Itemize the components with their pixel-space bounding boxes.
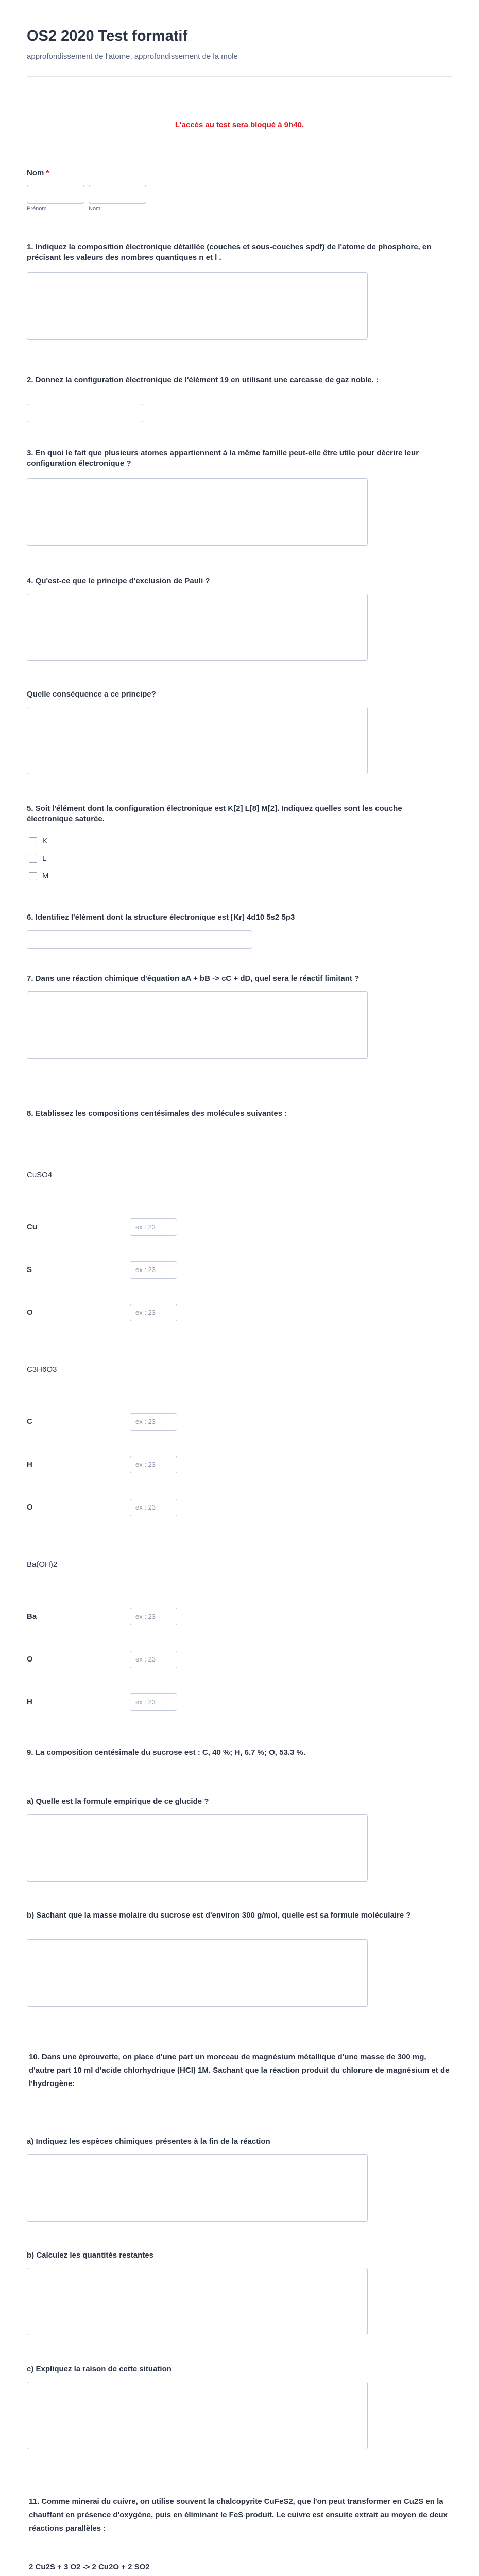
element-label-ba: Ba — [27, 1612, 37, 1621]
question-8-label: 8. Etablissez les compositions centésimales des molécules suivantes : — [27, 1109, 287, 1118]
formula-cuso4: CuSO4 — [27, 1171, 53, 1179]
question-10c-textarea[interactable] — [27, 2382, 368, 2449]
checkbox-m-label: M — [42, 872, 49, 880]
question-7-label: 7. Dans une réaction chimique d'équation aA + bB -> cC + dD, quel sera le réactif limitant ? — [27, 974, 360, 983]
checkbox-k-label: K — [42, 837, 48, 845]
first-name-sublabel: Prénom — [27, 206, 47, 212]
question-11-equation-1: 2 Cu2S + 3 O2 -> 2 Cu2O + 2 SO2 — [29, 2563, 150, 2571]
question-10b-textarea[interactable] — [27, 2268, 368, 2335]
last-name-input[interactable] — [89, 185, 146, 204]
element-label-h-1: H — [27, 1460, 32, 1469]
element-label-s: S — [27, 1265, 32, 1274]
last-name-sublabel: Nom — [89, 206, 101, 212]
checkbox-k[interactable] — [29, 837, 37, 845]
element-label-o-3: O — [27, 1655, 33, 1664]
question-1-label: 1. Indiquez la composition électronique détaillée (couches et sous-couches spdf) de l'atome de phosphore, en précisant les valeurs des nombres quantiques n et l . — [27, 243, 432, 262]
question-4-textarea[interactable] — [27, 594, 368, 661]
element-label-h-2: H — [27, 1698, 32, 1706]
element-label-o-1: O — [27, 1308, 33, 1317]
header-divider — [27, 76, 452, 77]
checkbox-l[interactable] — [29, 855, 37, 863]
number-input-h-2[interactable]: ex : 23 — [130, 1693, 177, 1711]
number-input-s[interactable]: ex : 23 — [130, 1261, 177, 1279]
question-9b-textarea[interactable] — [27, 1939, 368, 2007]
checkbox-l-label: L — [42, 854, 47, 863]
number-input-o-3[interactable]: ex : 23 — [130, 1651, 177, 1668]
number-input-h-1[interactable]: ex : 23 — [130, 1456, 177, 1473]
question-10a-label: a) Indiquez les espèces chimiques présentes à la fin de la réaction — [27, 2137, 270, 2146]
formula-baoh2: Ba(OH)2 — [27, 1560, 58, 1569]
first-name-input[interactable] — [27, 185, 84, 204]
number-input-c[interactable]: ex : 23 — [130, 1413, 177, 1431]
question-4b-textarea[interactable] — [27, 707, 368, 774]
name-label — [27, 168, 449, 178]
question-10c-label: c) Expliquez la raison de cette situation — [27, 2365, 172, 2374]
element-label-o-2: O — [27, 1503, 33, 1512]
question-3-label: 3. En quoi le fait que plusieurs atomes appartiennent à la même famille peut-elle être utile pour décrire leur configuration électronique ? — [27, 449, 419, 468]
formula-c3h6o3: C3H6O3 — [27, 1365, 57, 1374]
question-9b-label: b) Sachant que la masse molaire du sucrose est d'environ 300 g/mol, quelle est sa formule moléculaire ? — [27, 1911, 411, 1920]
question-9-label: 9. La composition centésimale du sucrose est : C, 40 %; H, 6.7 %; O, 53.3 %. — [27, 1748, 306, 1757]
question-10b-label: b) Calculez les quantités restantes — [27, 2251, 153, 2260]
number-input-ba[interactable]: ex : 23 — [130, 1608, 177, 1625]
number-input-o-2[interactable]: ex : 23 — [130, 1499, 177, 1516]
question-3-textarea[interactable] — [27, 478, 368, 546]
number-input-o-1[interactable]: ex : 23 — [130, 1304, 177, 1321]
question-4-label: 4. Qu'est-ce que le principe d'exclusion de Pauli ? — [27, 577, 210, 585]
question-10a-textarea[interactable] — [27, 2154, 368, 2222]
required-mark: * — [46, 168, 49, 177]
question-9a-label: a) Quelle est la formule empirique de ce glucide ? — [27, 1797, 209, 1806]
question-1-textarea[interactable] — [27, 272, 368, 340]
question-6-input[interactable] — [27, 930, 252, 949]
name-label-text: Nom — [27, 168, 44, 177]
question-2-input[interactable] — [27, 404, 143, 422]
form-subtitle: approfondissement de l'atome, approfondissement de la mole — [27, 52, 238, 61]
element-label-c: C — [27, 1417, 32, 1426]
question-10-intro: 10. Dans une éprouvette, on place d'une part un morceau de magnésium métallique d'une masse de 300 mg, d'autre part 10 ml d'acide chlorhydrique (HCl) 1M. Sachant que la réaction produit du chlorure de magnésium et de l'hydrogène: — [29, 2053, 450, 2088]
question-7-textarea[interactable] — [27, 991, 368, 1059]
form-title: OS2 2020 Test formatif — [27, 28, 188, 44]
question-2-label: 2. Donnez la configuration électronique de l'élément 19 en utilisant une carcasse de gaz noble. : — [27, 376, 379, 384]
question-4b-label: Quelle conséquence a ce principe? — [27, 690, 156, 699]
question-11-intro: 11. Comme minerai du cuivre, on utilise souvent la chalcopyrite CuFeS2, que l'on peut transformer en Cu2S en la chauffant en présence d'oxygène, puis en éliminant le FeS produit. Le cuivre est ensuite extrait au moyen de deux réactions parallèles : — [29, 2497, 448, 2533]
element-label-cu: Cu — [27, 1223, 37, 1231]
question-6-label: 6. Identifiez l'élément dont la structure électronique est [Kr] 4d10 5s2 5p3 — [27, 913, 295, 922]
question-5-label: 5. Soit l'élément dont la configuration électronique est K[2] L[8] M[2]. Indiquez quelles sont les couche électronique saturée. — [27, 804, 402, 823]
question-9a-textarea[interactable] — [27, 1814, 368, 1882]
number-input-cu[interactable]: ex : 23 — [130, 1218, 177, 1236]
checkbox-m[interactable] — [29, 872, 37, 880]
access-notice: L'accès au test sera bloqué à 9h40. — [175, 121, 304, 129]
